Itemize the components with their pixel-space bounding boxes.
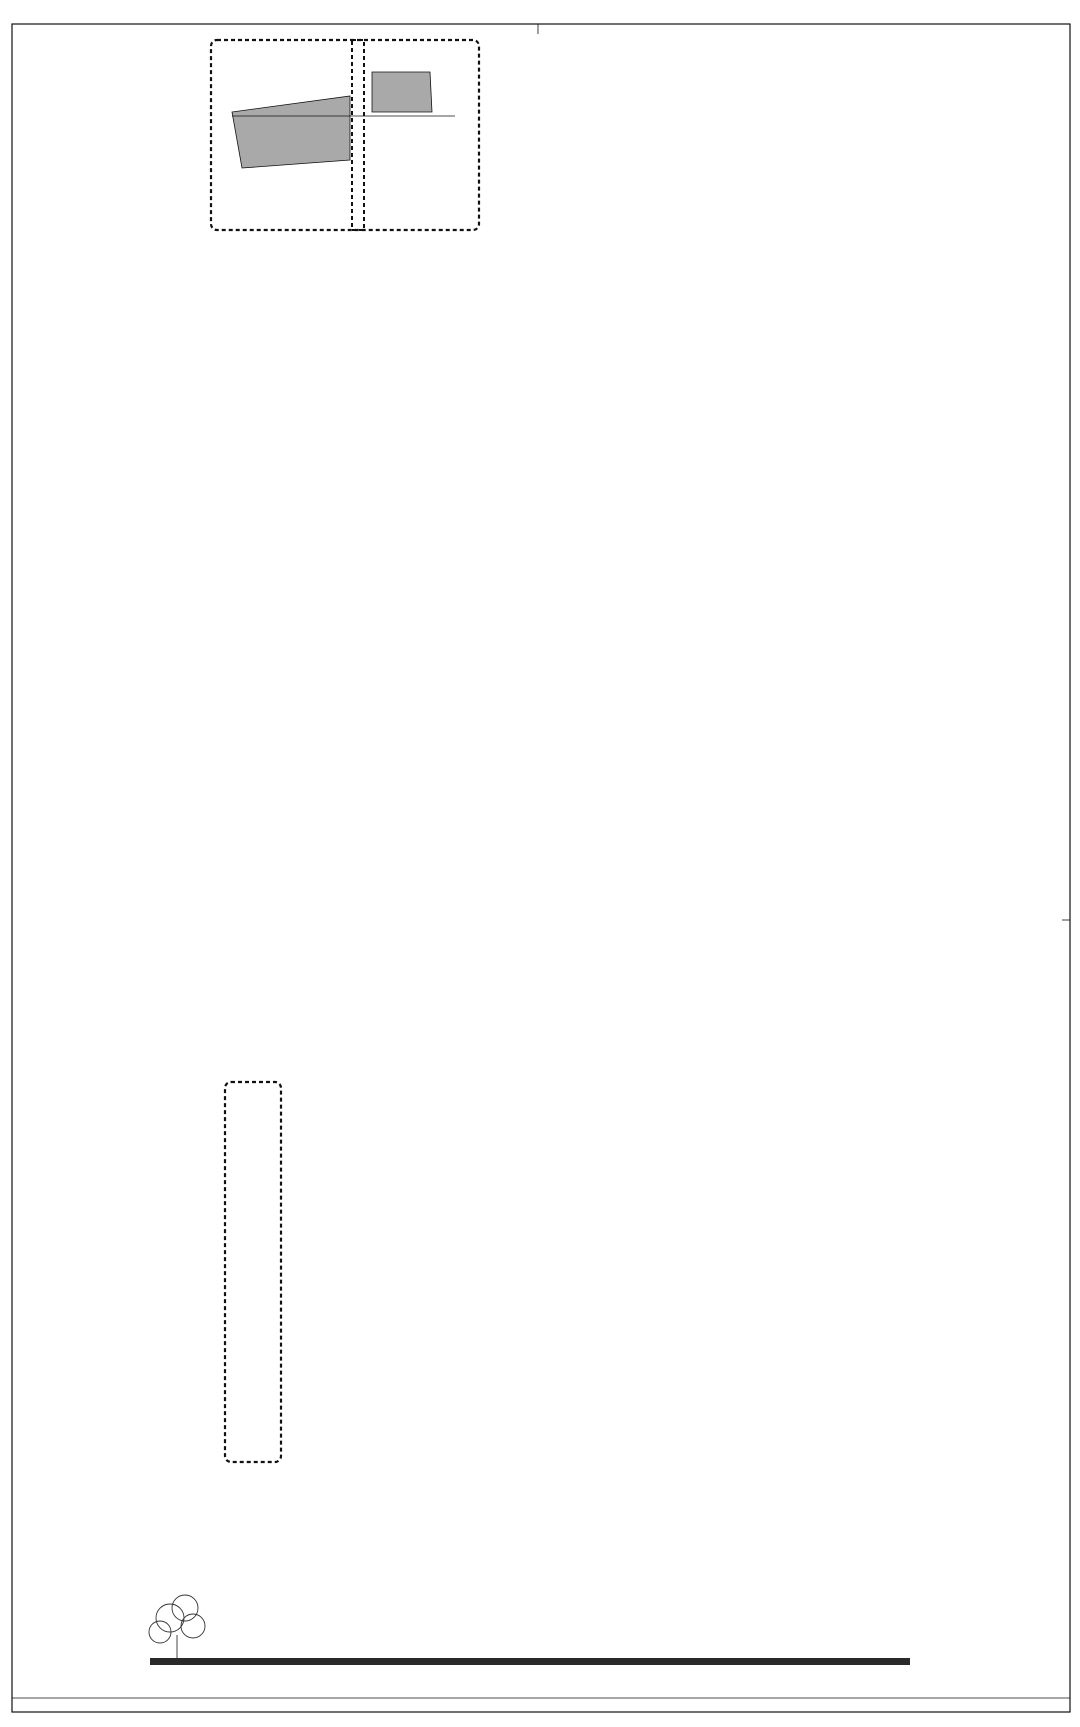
tree-symbol bbox=[149, 1595, 205, 1662]
ground-line bbox=[150, 1658, 910, 1665]
drawing-border bbox=[12, 24, 1070, 1712]
crown-slot-callout bbox=[352, 40, 364, 230]
tower-crown bbox=[232, 72, 455, 168]
facade-detail-callout bbox=[225, 1082, 281, 1462]
